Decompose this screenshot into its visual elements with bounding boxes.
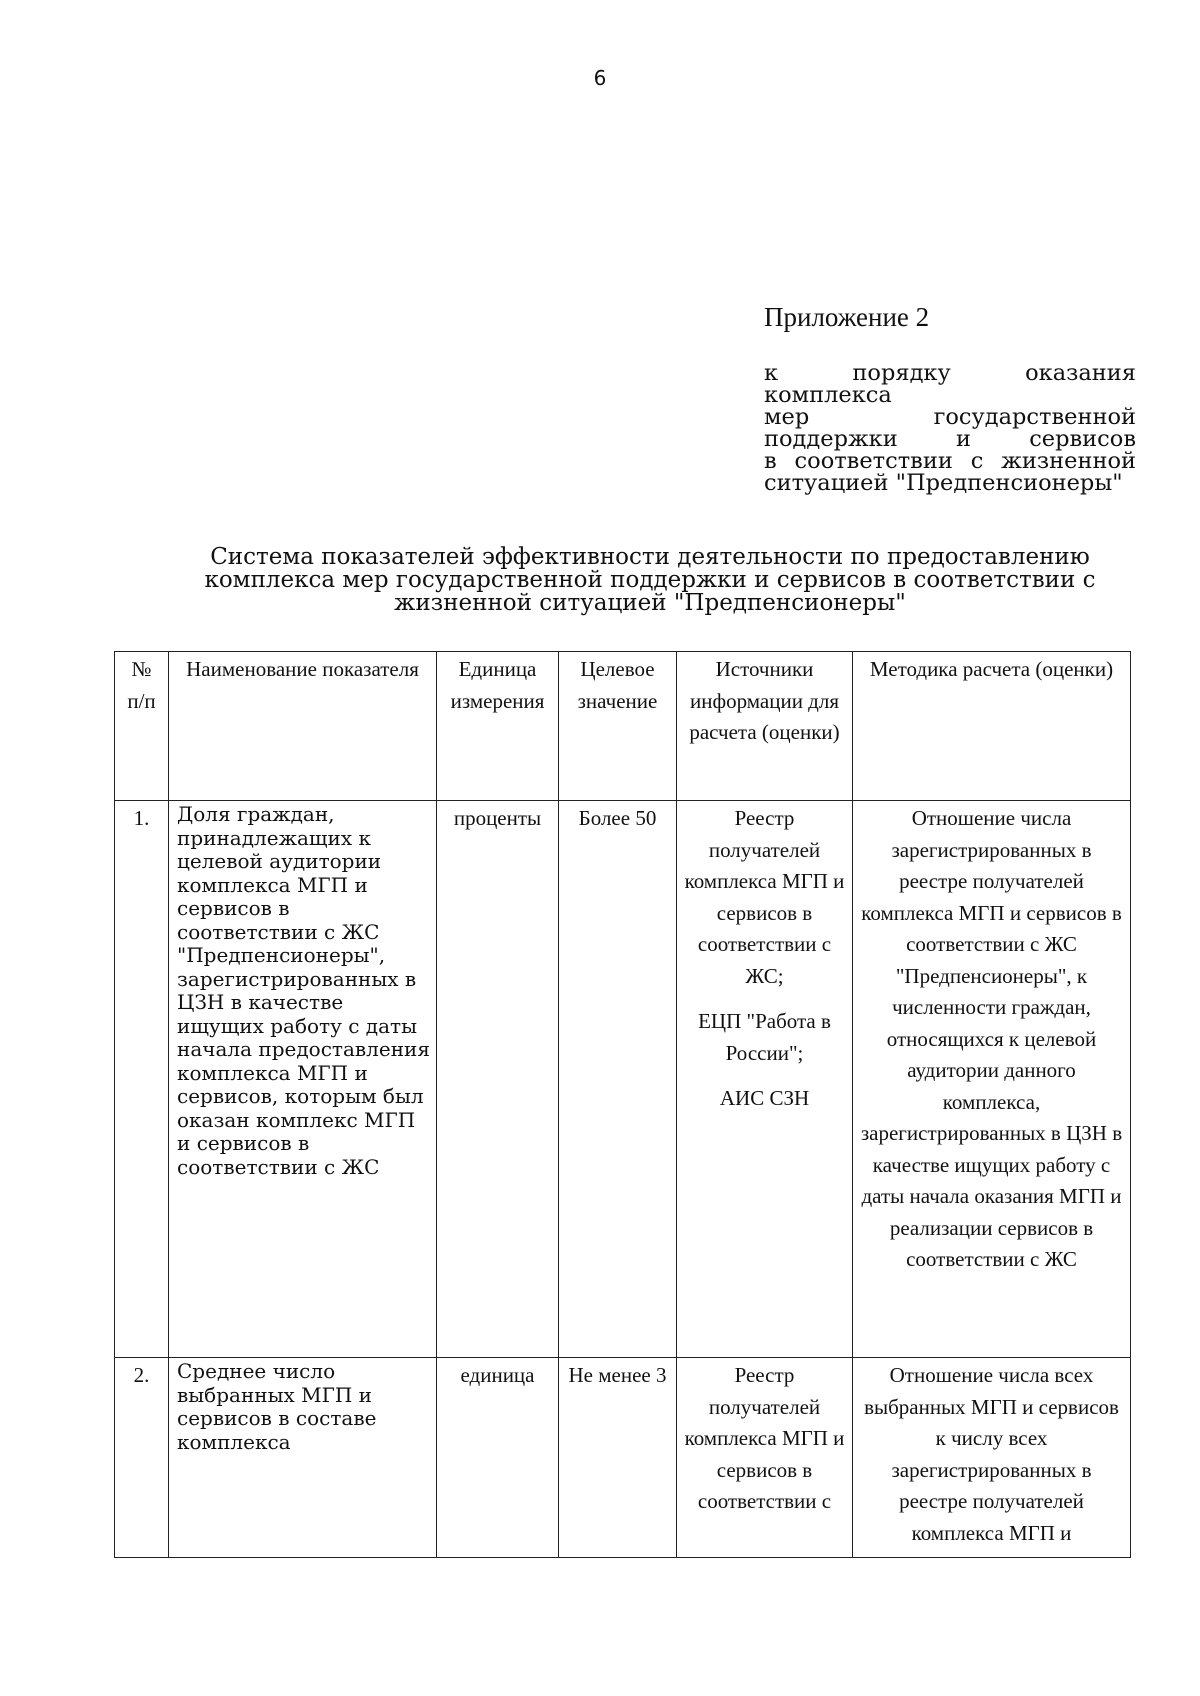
source-item: АИС СЗН — [719, 1086, 810, 1110]
row-number: 2. — [115, 1358, 169, 1558]
page-number: 6 — [593, 66, 607, 90]
appendix-subtitle-line: в соответствии с жизненной — [764, 448, 1136, 474]
header-unit: Единица измерения — [437, 652, 559, 801]
row-number: 1. — [115, 801, 169, 1358]
document-title-line: комплекса мер государственной поддержки и сервисов в соответствии с — [204, 567, 1096, 593]
appendix-subtitle-line: мер государственной — [764, 404, 1136, 430]
indicator-name: Среднее число выбранных МГП и сервисов в составе комплекса — [169, 1358, 437, 1558]
appendix-subtitle — [764, 362, 1136, 494]
unit-cell: проценты — [437, 801, 559, 1358]
appendix-title: Приложение 2 — [764, 302, 930, 332]
appendix-subtitle-line: поддержки и сервисов — [764, 426, 1136, 452]
method-cell: Отношение числа всех выбранных МГП и сервисов к числу всех зарегистрированных в реестре получателей комплекса МГП и — [853, 1358, 1131, 1558]
source-item: Реестр получателей комплекса МГП и сервисов в соответствии с — [684, 1363, 845, 1513]
target-cell: Более 50 — [559, 801, 677, 1358]
source-item: Реестр получателей комплекса МГП и сервисов в соответствии с ЖС; — [684, 806, 845, 988]
sources-cell — [677, 1358, 853, 1558]
header-number: № п/п — [115, 652, 169, 801]
unit-cell: единица — [437, 1358, 559, 1558]
target-cell: Не менее 3 — [559, 1358, 677, 1558]
appendix-subtitle-line: к порядку оказания комплекса — [764, 360, 1136, 408]
document-title — [180, 546, 1120, 615]
document-title-line: жизненной ситуацией "Предпенсионеры" — [394, 590, 906, 616]
header-method: Методика расчета (оценки) — [853, 652, 1131, 801]
indicators-table — [114, 651, 1131, 1558]
table-row — [115, 1358, 1131, 1558]
header-sources: Источники информации для расчета (оценки) — [677, 652, 853, 801]
header-target: Целевое значение — [559, 652, 677, 801]
appendix-subtitle-line: ситуацией "Предпенсионеры" — [764, 470, 1123, 496]
table-row — [115, 801, 1131, 1358]
source-item: ЕЦП "Работа в России"; — [698, 1009, 831, 1065]
indicator-name: Доля граждан, принадлежащих к целевой аудитории комплекса МГП и сервисов в соответствии с ЖС "Предпенсионеры", зарегистрированных в ЦЗН в качестве ищущих работу с даты начала предоставления комплекса МГП и сервисов, которым был оказан комплекс МГП и сервисов в соответствии с ЖС — [169, 801, 437, 1358]
header-name: Наименование показателя — [169, 652, 437, 801]
table-header-row — [115, 652, 1131, 801]
document-title-line: Система показателей эффективности деятельности по предоставлению — [210, 544, 1090, 570]
sources-cell — [677, 801, 853, 1358]
method-cell: Отношение числа зарегистрированных в реестре получателей комплекса МГП и сервисов в соответствии с ЖС "Предпенсионеры", к численности граждан, относящихся к целевой аудитории данного комплекса, зарегистрированных в ЦЗН в качестве ищущих работу с даты начала оказания МГП и реализации сервисов в соответствии с ЖС — [853, 801, 1131, 1358]
